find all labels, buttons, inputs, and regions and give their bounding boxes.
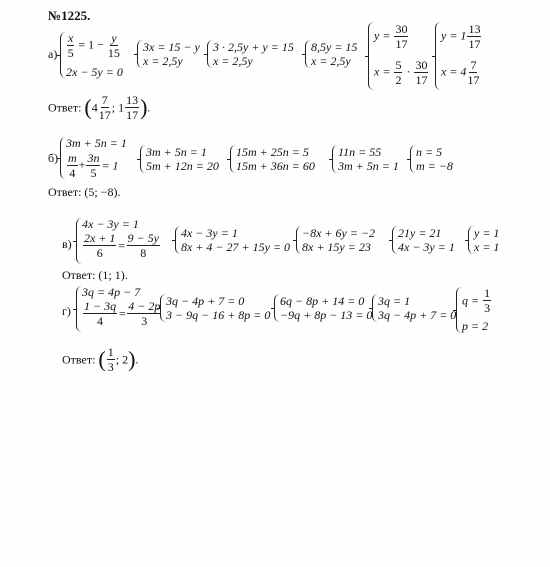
- system-d-1: 3q = 4p − 7 $\frac{1 - 3q}{4}$ = $\frac{4 - 2p}{3}$: [76, 286, 171, 332]
- system-b-2: 3m + 5n = 1 5m + 12n = 20: [140, 145, 230, 173]
- system-c-4: 21y = 21 4x − 3y = 1: [392, 226, 467, 254]
- system-a-1: $\frac{x}{5}$ = 1 − $\frac{y}{15}$ 2x − 5y = 0: [60, 32, 140, 78]
- system-b-3: 15m + 25n = 5 15m + 36n = 60: [230, 145, 325, 173]
- system-b-4: 11n = 55 3m + 5n = 1: [332, 145, 412, 173]
- part-b-label: б): [48, 151, 59, 165]
- part-c-label: в): [62, 237, 72, 251]
- problem-number: №1225.: [48, 8, 91, 23]
- system-b-5: n = 5 m = −8: [410, 145, 465, 173]
- part-d-label: г): [62, 304, 71, 318]
- system-d-5: q = $\frac{1}{3}$ p = 2: [456, 287, 501, 333]
- system-b-1: 3m + 5n = 1 $\frac{m}{4}$ + $\frac{3n}{5}$ = 1: [60, 137, 145, 179]
- system-a-4: 8,5y = 15 x = 2,5y: [305, 40, 365, 68]
- system-a-6: y = 1 $\frac{13}{17}$ x = 4 $\frac{7}{17}$: [435, 22, 490, 90]
- part-a-label: а): [48, 47, 58, 61]
- system-d-3: 6q − 8p + 14 = 0 −9q + 8p − 13 = 0: [274, 294, 372, 322]
- system-c-2: 4x − 3y = 1 8x + 4 − 27 + 15y = 0: [175, 226, 295, 254]
- system-a-3: 3 · 2,5y + y = 15 x = 2,5y: [207, 40, 302, 68]
- system-c-1: 4x − 3y = 1 $\frac{2x + 1}{6}$ = $\frac{9 - 5y}{8}$: [76, 218, 171, 264]
- system-a-5: y = $\frac{30}{17}$ x = $\frac{5}{2}$ · $\frac{30}{17}$: [368, 22, 438, 90]
- answer-a: Ответ: (4 $\frac{7}{17}$ ; 1 $\frac{13}{17}$ ).: [48, 93, 151, 122]
- system-c-5: y = 1 x = 1: [468, 226, 502, 254]
- system-d-4: 3q = 1 3q − 4p + 7 = 0: [372, 294, 457, 322]
- answer-d: Ответ: ( $\frac{1}{3}$ ; 2).: [62, 345, 139, 374]
- system-c-3: −8x + 6y = −2 8x + 15y = 23: [296, 226, 386, 254]
- system-a-2: 3x = 15 − y x = 2,5y: [137, 40, 207, 68]
- answer-b: Ответ: (5; −8).: [48, 185, 121, 199]
- system-d-2: 3q − 4p + 7 = 0 3 − 9q − 16 + 8p = 0: [160, 294, 275, 322]
- answer-c: Ответ: (1; 1).: [62, 268, 128, 282]
